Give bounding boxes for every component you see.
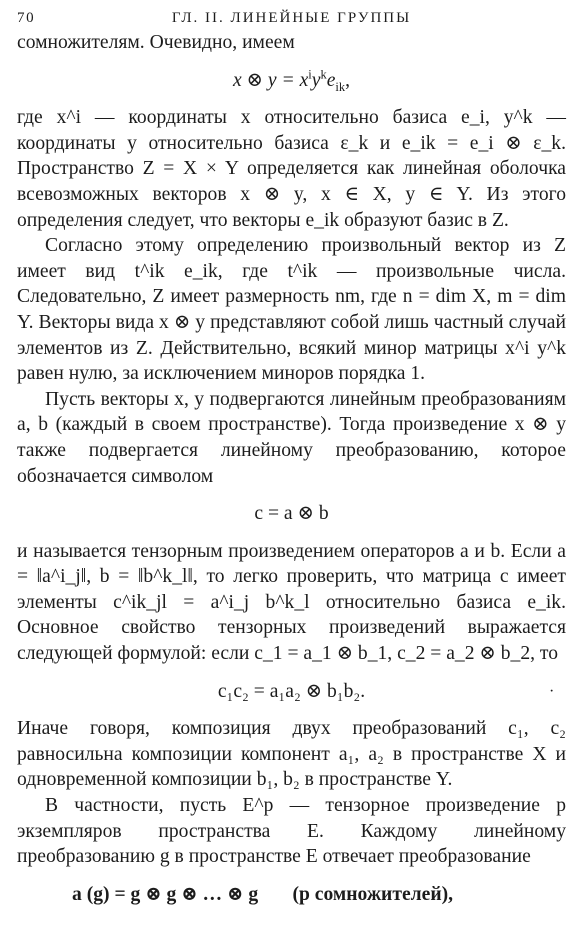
equation-composition: c₁c₂ = a₁a₂ ⊗ b₁b₂. <box>217 680 366 702</box>
page-number: 70 <box>17 10 36 26</box>
paragraph-composition: Иначе говоря, композиция двух преобразований c₁, c₂ равносильна композиции компонент a₁, a₂ в пространстве X и одновременной композиции b₁, b₂ в пространстве Y. <box>17 718 566 791</box>
paragraph-coordinates: где x^i — координаты x относительно базиса e_i, y^k — координаты y относительно базиса ε_k и e_ik = e_i ⊗ ε_k. Пространство Z = X × Y определяется как линейная оболочка всевозможных векторов x ⊗ y, x ∈ X, y ∈ Y. Из этого определения следует, что векторы e_ik образуют базис в Z. <box>17 107 566 231</box>
stray-dot: · <box>549 683 555 700</box>
equation-representation: a (g) = g ⊗ g ⊗ … ⊗ g (p сомножителей), <box>72 883 454 905</box>
paragraph-tensor-power: В частности, пусть E^p — тензорное произведение p экземпляров пространства E. Каждому линейному преобразованию g в пространстве E отвечает преобразование <box>17 795 566 868</box>
intro-line: сомножителям. Очевидно, имеем <box>17 32 295 53</box>
paragraph-dimension: Согласно этому определению произвольный вектор из Z имеет вид t^ik e_ik, где t^ik — произвольные числа. Следовательно, Z имеет размерность nm, где n = dim X, m = dim Y. Векторы вида x ⊗ y представляют собой лишь частный случай элементов из Z. Действительно, всякий минор матрицы x^i y^k равен нулю, за исключением миноров порядка 1. <box>17 235 566 385</box>
equation-tensor-product: x ⊗ $y = x^iy^ke_{ik}$, <box>232 67 351 94</box>
equation-operator-product: c = a ⊗ b <box>254 503 329 525</box>
running-title: ГЛ. II. ЛИНЕЙНЫЕ ГРУППЫ <box>171 10 412 26</box>
running-head <box>17 6 566 30</box>
paragraph-tensor-product-definition: и называется тензорным произведением операторов a и b. Если a = ‖a^i_j‖, b = ‖b^k_l‖, то легко проверить, что матрица c имеет элементы c^ik_jl = a^i_j b^k_l относительно базиса e_ik. Основное свойство тензорных произведений выражается следующей формулой: если c_1 = a_1 ⊗ b_1, c_2 = a_2 ⊗ b_2, то <box>17 540 566 665</box>
paragraph-transformations: Пусть векторы x, y подвергаются линейным преобразованиям a, b (каждый в своем пространстве). Тогда произведение x ⊗ y также подвергается линейному преобразованию, которое обозначается символом <box>17 388 566 487</box>
